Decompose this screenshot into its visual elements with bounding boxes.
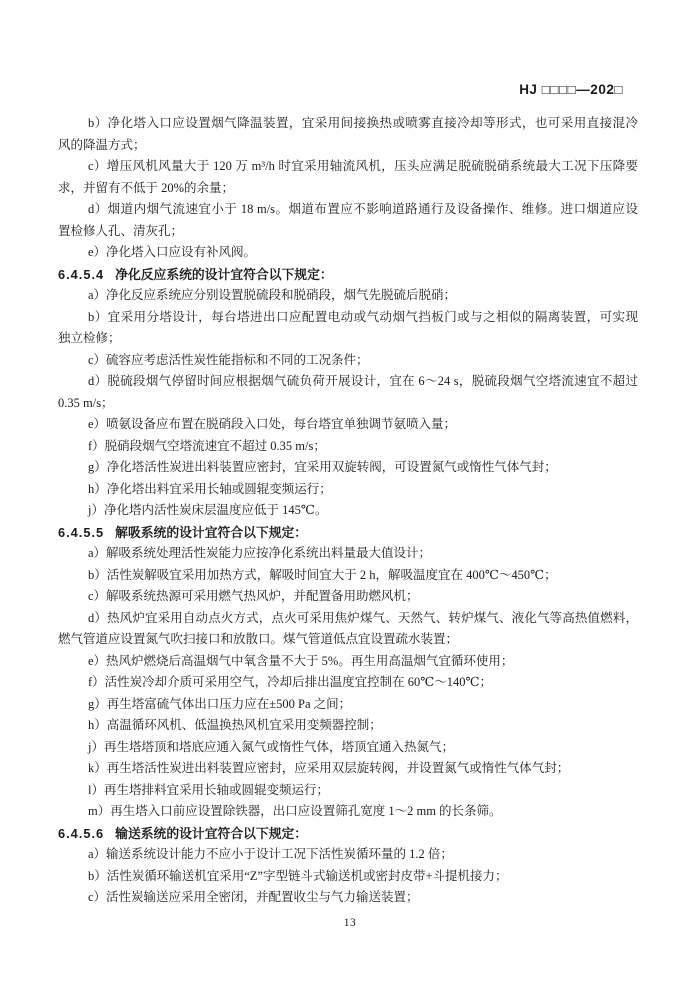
paragraph-line: 燃气管道应设置氮气吹扫接口和放散口。煤气管道低点宜设置疏水装置； (58, 632, 459, 646)
standard-number-header: HJ □□□□—202□ (519, 82, 623, 97)
paragraph-line: f）脱硝段烟气空塔流速宜不超过 0.35 m/s； (88, 438, 326, 453)
paragraph-line: g）净化塔活性炭进出料装置应密封，宜采用双旋转阀，可设置氮气或惰性气体气封； (88, 460, 557, 474)
paragraph-line: b）宜采用分塔设计，每台塔进出口应配置电动或气动烟气挡板门或与之相似的隔离装置，可实现 (88, 309, 638, 324)
paragraph-line: f）活性炭冷却介质可采用空气，冷却后排出温度宜控制在 60℃～140℃； (88, 675, 493, 689)
paragraph-line: k）再生塔活性炭进出料装置应密封，应采用双层旋转阀，并设置氮气或惰性气体气封； (88, 761, 570, 775)
paragraph-line: a）净化反应系统应分别设置脱硫段和脱硝段，烟气先脱硫后脱硝； (88, 288, 457, 302)
paragraph-line: a）解吸系统处理活性炭能力应按净化系统出料量最大值设计； (88, 546, 432, 560)
paragraph-line: 独立检修； (58, 331, 121, 345)
clause-number: 6.4.5.5 (58, 524, 105, 540)
paragraph-line: c）解吸系统热源可采用燃气热风炉，并配置备用助燃风机； (88, 589, 419, 603)
paragraph-line: h）高温循环风机、低温换热风机宜采用变频器控制； (88, 718, 382, 732)
paragraph-line: l）再生塔排料宜采用长轴或圆辊变频运行； (88, 782, 329, 797)
paragraph-line: j）再生塔塔顶和塔底应通入氮气或惰性气体，塔顶宜通入热氮气； (88, 739, 454, 754)
paragraph-line: b）活性炭循环输送机宜采用“Z”字型链斗式输送机或密封皮带+斗提机接力； (88, 868, 508, 883)
paragraph-line: c）增压风机风量大于 120 万 m³/h 时宜采用轴流风机，压头应满足脱硫脱硝系统最大工况下压降要 (88, 159, 638, 173)
clause-heading (58, 522, 638, 544)
clause-heading (58, 823, 638, 845)
page-content (58, 113, 638, 909)
paragraph-line: c）硫容应考虑活性炭性能指标和不同的工况条件； (88, 352, 369, 367)
paragraph-line: b）净化塔入口应设置烟气降温装置，宜采用间接换热或喷雾直接冷却等形式，也可采用直接混冷 (88, 116, 638, 130)
paragraph-line: 0.35 m/s； (58, 395, 114, 410)
clause-title: 输送系统的设计宜符合以下规定： (115, 825, 308, 841)
paragraph-line: e）净化塔入口应设有补风阀。 (88, 245, 257, 259)
paragraph-line: h）净化塔出料宜采用长轴或圆辊变频运行； (88, 481, 332, 496)
paragraph-line: b）活性炭解吸宜采用加热方式，解吸时间宜大于 2 h，解吸温度宜在 400℃～450℃； (88, 567, 557, 582)
paragraph-line: d）脱硫段烟气停留时间应根据烟气硫负荷开展设计，宜在 6～24 s，脱硫段烟气空塔流速宜不超过 (88, 374, 638, 388)
page-number: 13 (343, 917, 357, 929)
paragraph-line: a）输送系统设计能力不应小于设计工况下活性炭循环量的 1.2 倍； (88, 847, 453, 861)
paragraph-line: d）烟道内烟气流速宜小于 18 m/s。烟道布置应不影响道路通行及设备操作、维修。进口烟道应设 (88, 202, 638, 216)
paragraph-line: j）净化塔内活性炭床层温度应低于 145℃。 (88, 503, 328, 517)
paragraph-line: d）热风炉宜采用自动点火方式，点火可采用焦炉煤气、天然气、转炉煤气、液化气等高热值燃料， (88, 610, 638, 625)
paragraph-line: 置检修人孔、清灰孔； (58, 223, 184, 238)
paragraph-line: e）喷氨设备应布置在脱硝段入口处，每台塔宜单独调节氨喷入量； (88, 417, 457, 431)
paragraph-line: m）再生塔入口前应设置除铁器，出口应设置筛孔宽度 1～2 mm 的长条筛。 (88, 804, 502, 818)
clause-heading (58, 264, 638, 286)
clause-title: 净化反应系统的设计宜符合以下规定： (115, 266, 333, 282)
paragraph-line: c）活性炭输送应采用全密闭，并配置收尘与气力输送装置； (88, 890, 419, 904)
paragraph-line: 求，并留有不低于 20%的余量； (58, 180, 235, 195)
clause-number: 6.4.5.4 (58, 266, 105, 282)
paragraph-line: g）再生塔富硫气体出口压力应在±500 Pa 之间； (88, 696, 352, 711)
paragraph-line: 风的降温方式； (58, 137, 146, 152)
paragraph-line: e）热风炉燃烧后高温烟气中氧含量不大于 5%。再生用高温烟气宜循环使用； (88, 653, 514, 668)
clause-number: 6.4.5.6 (58, 825, 105, 841)
clause-title: 解吸系统的设计宜符合以下规定： (115, 524, 308, 540)
